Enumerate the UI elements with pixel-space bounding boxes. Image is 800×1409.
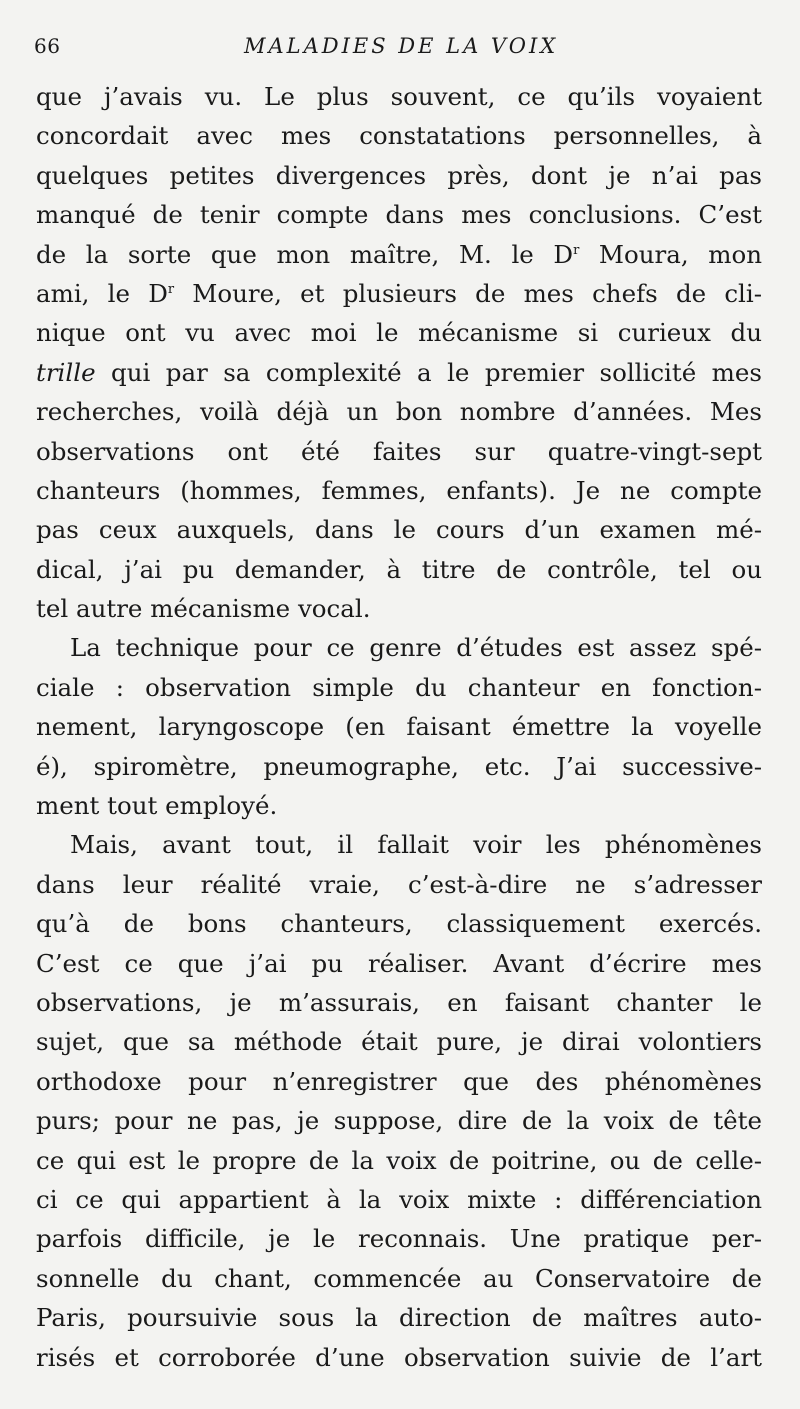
text-line: ciale : observation simple du chanteur en fonction- [36,672,762,702]
text-line: recherches, voilà déjà un bon nombre d’années. Mes [36,397,762,427]
text-segment: qui par sa complexité a le premier sollicité mes [95,357,762,387]
paragraph-start-line: La technique pour ce genre d’études est assez spé- [70,633,762,663]
paragraph-end-line: tel autre mécanisme vocal. [36,594,371,624]
text-line: parfois difficile, je le reconnais. Une pratique per- [36,1224,762,1254]
text-segment: ami, le D [36,278,168,308]
text-line: observations, je m’assurais, en faisant chanter le [36,987,762,1017]
text-line: pas ceux auxquels, dans le cours d’un examen mé- [36,515,762,545]
text-line: que j’avais vu. Le plus souvent, ce qu’ils voyaient [36,82,762,111]
text-line: observations ont été faites sur quatre-vingt-sept [36,436,762,466]
text-line: nique ont vu avec moi le mécanisme si curieux du [36,318,762,348]
text-line [36,235,762,274]
text-line [36,274,762,313]
text-line: dical, j’ai pu demander, à titre de contrôle, tel ou [36,554,762,584]
body-text [36,77,762,1377]
text-line: qu’à de bons chanteurs, classiquement exercés. [36,909,762,939]
text-line: nement, laryngoscope (en faisant émettre la voyelle [36,712,762,742]
text-segment: Moura, mon [579,239,762,269]
text-segment: de la sorte que mon maître, M. le D [36,239,574,269]
text-line: purs; pour ne pas, je suppose, dire de la voix de tête [36,1106,762,1136]
superscript: r [167,281,175,297]
paragraph-start-line: Mais, avant tout, il fallait voir les phénomènes [70,830,762,860]
text-line: quelques petites divergences près, dont je n’ai pas [36,160,762,190]
running-title: MALADIES DE LA VOIX [244,34,559,58]
page-header [0,34,800,64]
text-line: sonnelle du chant, commencée au Conservatoire de [36,1263,762,1293]
paragraph-end-line: ment tout employé. [36,791,278,821]
text-line: dans leur réalité vraie, c’est-à-dire ne s’adresser [36,869,762,899]
text-line: ce qui est le propre de la voix de poitrine, ou de celle- [36,1145,762,1175]
text-line: manqué de tenir compte dans mes conclusions. C’est [36,200,762,230]
text-line: é), spiromètre, pneumographe, etc. J’ai successive- [36,751,762,781]
page-number: 66 [34,34,61,58]
text-line: Paris, poursuivie sous la direction de maîtres auto- [36,1303,762,1333]
text-line: ci ce qui appartient à la voix mixte : différenciation [36,1184,762,1214]
superscript: r [573,242,580,258]
text-line: sujet, que sa méthode était pure, je dirai volontiers [36,1027,762,1057]
text-line: risés et corroborée d’une observation suivie de l’art [36,1342,762,1372]
text-line: concordait avec mes constatations personnelles, à [36,121,762,151]
text-line: chanteurs (hommes, femmes, enfants). Je ne compte [36,475,762,505]
text-line: C’est ce que j’ai pu réaliser. Avant d’écrire mes [36,948,762,978]
text-line [36,353,762,392]
text-segment: Moure, et plusieurs de mes chefs de cli- [174,278,762,308]
text-line: orthodoxe pour n’enregistrer que des phénomènes [36,1066,762,1096]
italic-term: trille [36,357,96,387]
